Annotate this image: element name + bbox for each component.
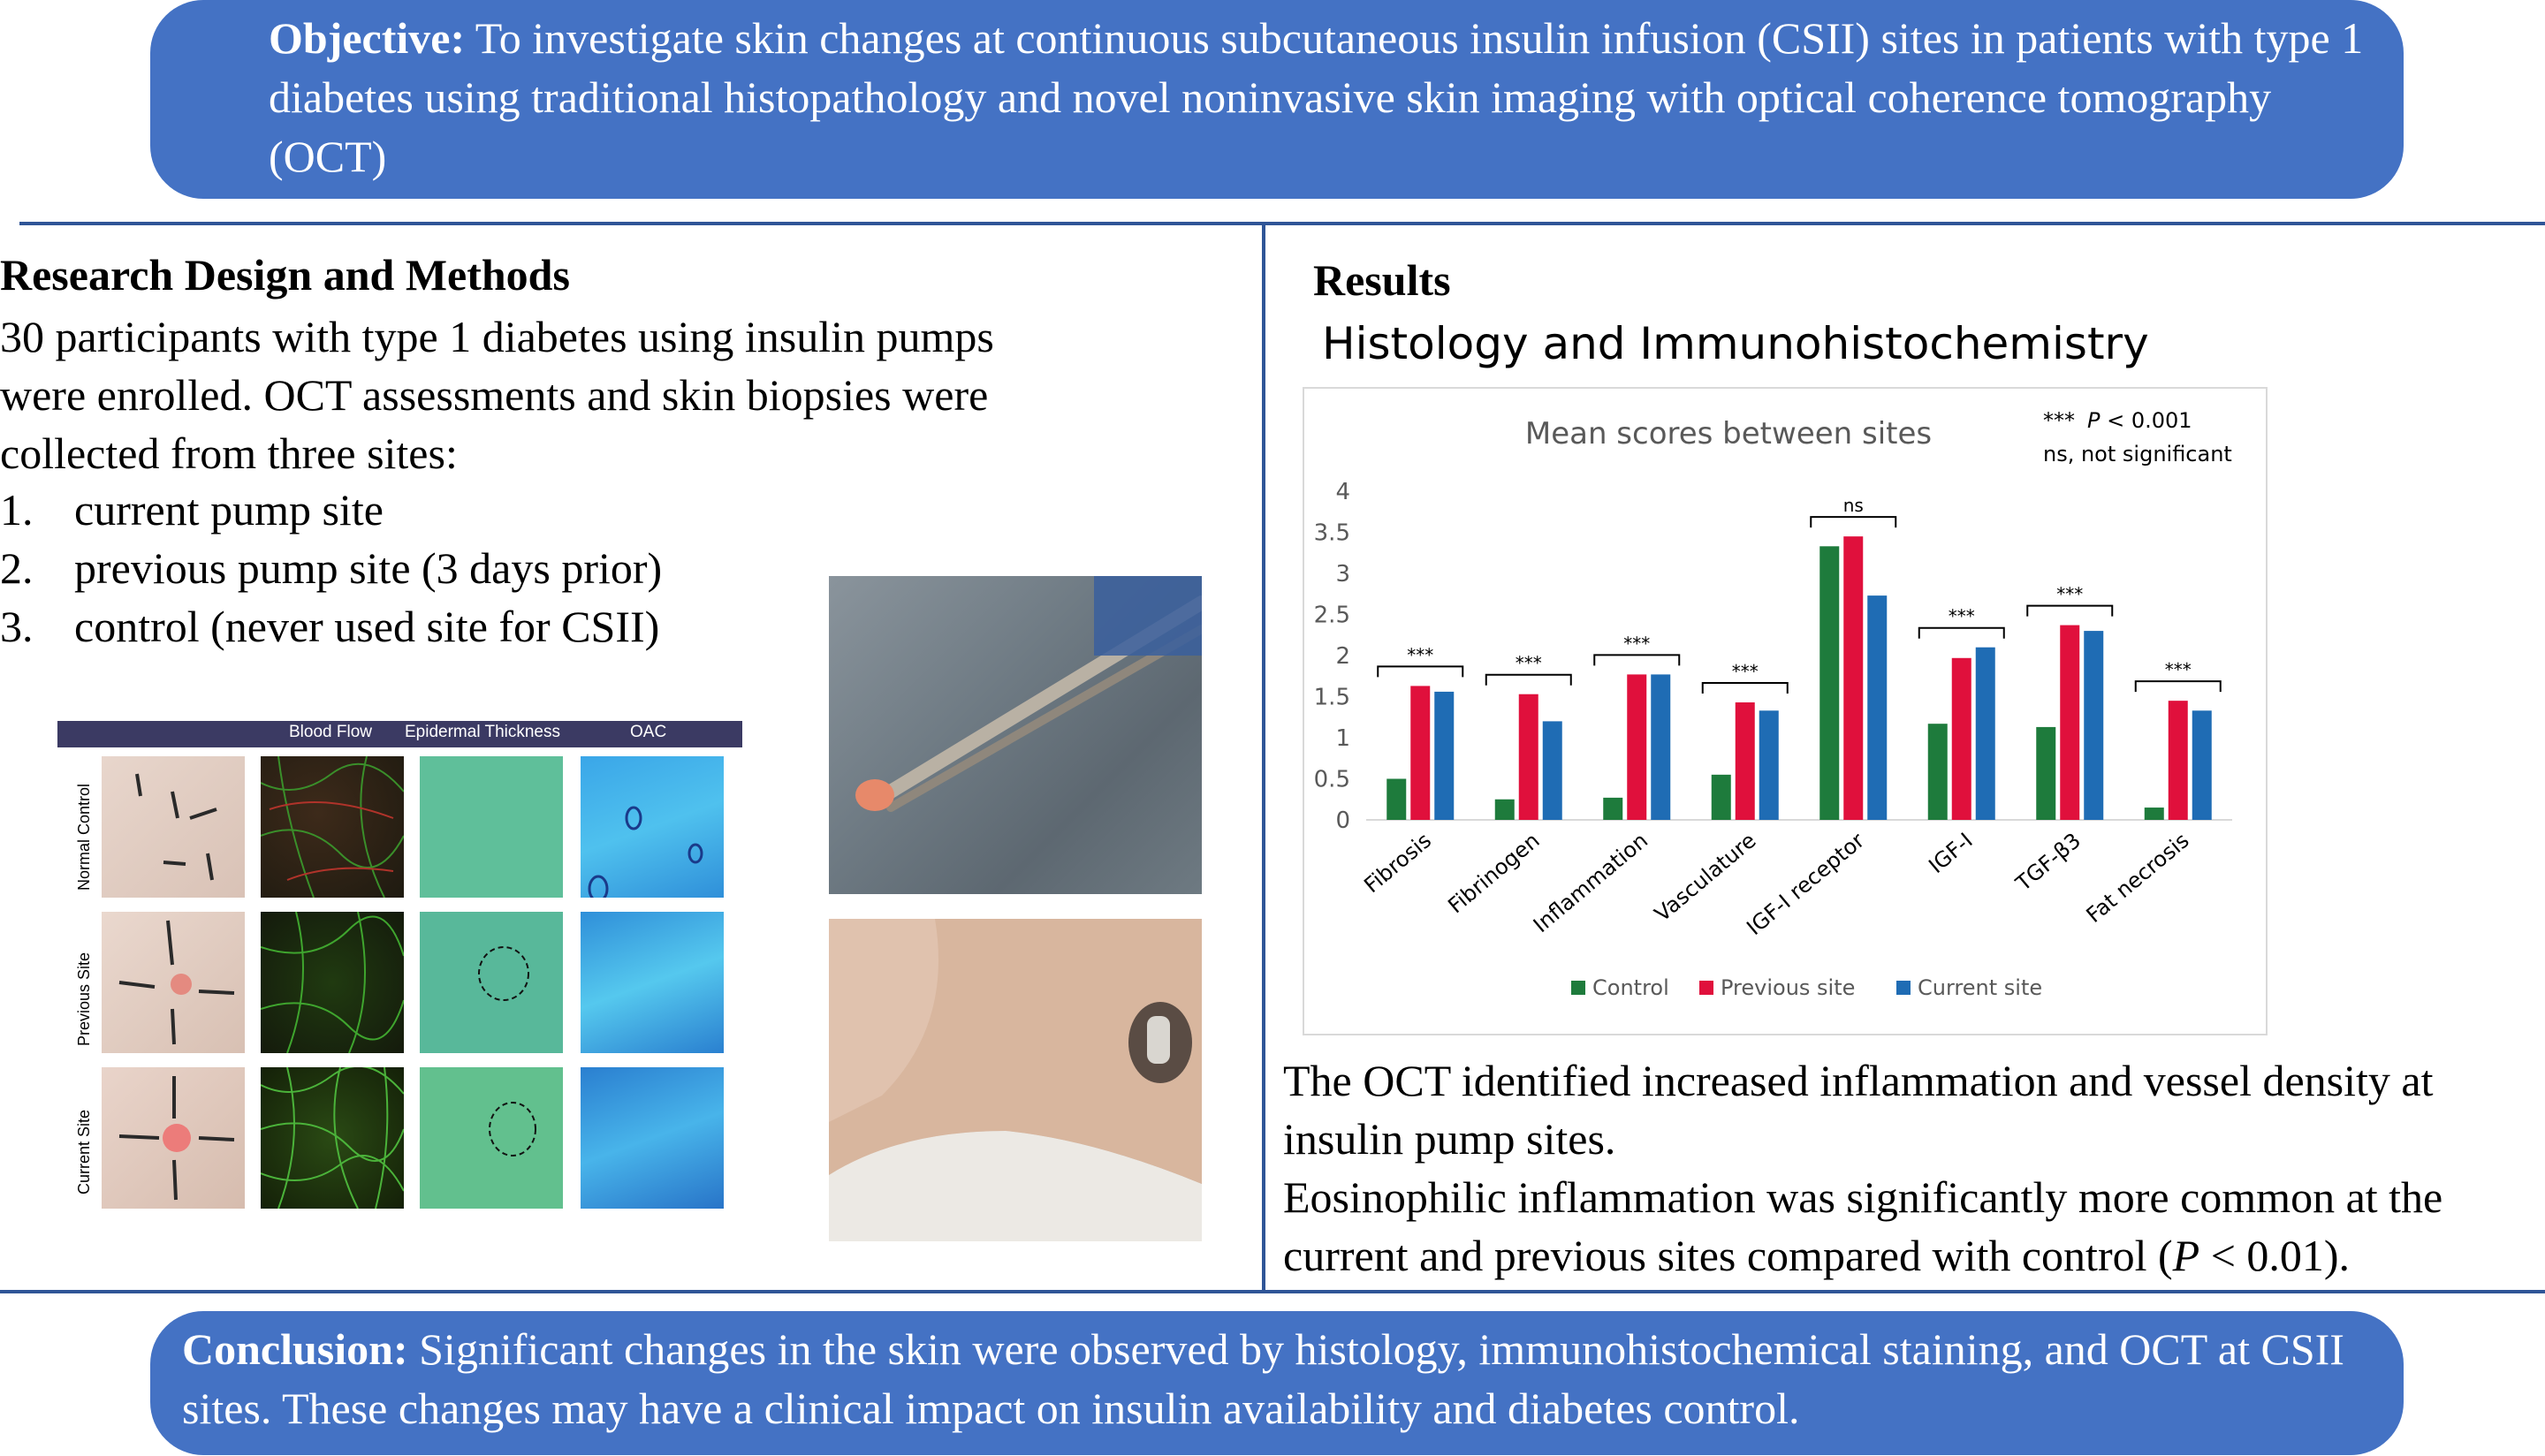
bar — [2060, 626, 2079, 820]
bar — [1952, 658, 1971, 820]
y-tick-label: 0 — [1335, 808, 1350, 834]
bar — [1736, 702, 1755, 820]
thickness-image-control — [420, 756, 563, 898]
category-label: IGF-I receptor — [1742, 828, 1870, 941]
bar — [1928, 724, 1948, 820]
oac-image-previous — [581, 912, 724, 1053]
legend-swatch — [1896, 981, 1911, 995]
oct-row-label: Current Site — [75, 1109, 93, 1194]
list-text: previous pump site (3 days prior) — [74, 543, 663, 593]
p-symbol: P — [2172, 1231, 2200, 1280]
list-text: control (never used site for CSII) — [74, 602, 660, 651]
bar — [1712, 775, 1731, 820]
significance-label: *** — [1515, 652, 1542, 674]
bottom-divider — [0, 1290, 2545, 1293]
legend-swatch — [1571, 981, 1585, 995]
significance-bracket — [1919, 628, 2004, 639]
insulin-pump-site-photo — [829, 919, 1202, 1241]
results-sentence-1: The OCT identified increased inflammation and vessel density at insulin pump sites. — [1283, 1056, 2434, 1164]
y-tick-label: 3 — [1335, 561, 1350, 588]
thickness-image-previous — [420, 912, 563, 1053]
significance-bracket — [1594, 655, 1679, 665]
oct-image-panel — [57, 717, 742, 1212]
oct-row-label: Normal Control — [75, 783, 93, 891]
bar — [1495, 800, 1515, 820]
top-divider — [19, 222, 2545, 225]
oct-row-label: Previous Site — [75, 952, 93, 1046]
objective-body: To investigate skin changes at continuous subcutaneous insulin infusion (CSII) sites in patients with type 1 diabetes using traditional histopathology and novel noninvasive skin imaging with optical coherence tomography (OCT) — [269, 13, 2364, 181]
oac-image-current — [581, 1067, 724, 1209]
bar — [1976, 648, 1995, 820]
category-label: IGF-I — [1924, 828, 1978, 879]
y-tick-label: 1 — [1335, 725, 1350, 752]
significance-bracket — [1378, 666, 1462, 677]
bar — [2036, 727, 2055, 820]
bar — [2192, 710, 2212, 820]
center-divider — [1262, 225, 1265, 1293]
significance-bracket — [1703, 683, 1788, 694]
category-label: TGF-β3 — [2010, 828, 2086, 897]
bar — [1627, 674, 1646, 820]
y-tick-label: 1.5 — [1313, 684, 1350, 711]
methods-body — [0, 307, 1149, 482]
blood-flow-image-previous — [261, 912, 404, 1053]
annotation-stars: *** — [2043, 408, 2075, 433]
biopsy-forceps-photo — [829, 576, 1202, 894]
significance-label: *** — [1948, 605, 1975, 627]
category-label: Fibrinogen — [1443, 828, 1545, 919]
oac-image-control — [581, 756, 724, 898]
significance-bracket — [1486, 675, 1571, 686]
conclusion-body: Significant changes in the skin were observed by histology, immunohistochemical staining, and OCT at CSII sites. These changes may have a clinical impact on insulin availability and diabetes control. — [182, 1324, 2344, 1433]
y-tick-label: 0.5 — [1313, 766, 1350, 793]
list-number: 2. — [0, 543, 34, 593]
list-number: 3. — [0, 602, 34, 651]
results-subtitle: Histology and Immunohistochemistry — [1322, 318, 2149, 369]
significance-label: *** — [1731, 661, 1759, 683]
results-text — [1283, 1051, 2538, 1285]
y-tick-label: 2.5 — [1313, 602, 1350, 629]
bar — [1386, 779, 1406, 821]
bar — [1410, 686, 1430, 820]
conclusion-label: Conclusion: — [182, 1324, 408, 1374]
thickness-image-current — [420, 1067, 563, 1209]
bar — [2145, 808, 2164, 820]
significance-label: ns — [1842, 495, 1864, 517]
skin-photo-previous — [102, 912, 245, 1053]
results-title: Results — [1313, 255, 1451, 305]
category-label: Fat necrosis — [2081, 828, 2194, 929]
bar — [1603, 798, 1622, 820]
blood-flow-image-current — [261, 1067, 404, 1209]
legend-swatch — [1699, 981, 1713, 995]
significance-label: *** — [2056, 583, 2084, 605]
bar — [1759, 710, 1779, 820]
list-text: current pump site — [74, 485, 384, 535]
annotation-p-value: < 0.001 — [2100, 408, 2192, 433]
oct-column-epidermal-thickness: Epidermal Thickness — [405, 723, 561, 741]
significance-label: *** — [1407, 644, 1434, 666]
objective-banner — [150, 0, 2404, 199]
methods-title: Research Design and Methods — [0, 250, 570, 300]
results-sentence-2: Eosinophilic inflammation was significantly more common at the current and previous sites compared with control (P < 0.01). — [1283, 1172, 2443, 1280]
legend-label: Current site — [1918, 975, 2043, 1000]
site-list — [0, 481, 662, 656]
y-tick-label: 4 — [1335, 479, 1350, 505]
significance-bracket — [2027, 606, 2112, 617]
site-list-item — [0, 481, 662, 539]
bar-chart — [1303, 387, 2268, 1035]
skin-photo-current — [102, 1067, 245, 1209]
svg-text:***P < 0.001 — [2043, 408, 2192, 433]
chart-title: Mean scores between sites — [1524, 416, 1933, 451]
site-list-item — [0, 539, 662, 597]
legend-label: Control — [1592, 975, 1669, 1000]
bar — [2084, 631, 2103, 820]
bar — [1819, 546, 1839, 820]
methods-line: collected from three sites: — [0, 428, 458, 478]
bar — [1651, 674, 1670, 820]
site-list-item — [0, 597, 662, 656]
significance-label: *** — [1623, 633, 1651, 655]
oct-column-blood-flow: Blood Flow — [289, 723, 372, 741]
bar — [1519, 694, 1538, 820]
methods-line: 30 participants with type 1 diabetes using insulin pumps — [0, 312, 994, 361]
category-label: Vasculature — [1650, 828, 1761, 927]
list-number: 1. — [0, 485, 34, 535]
category-label: Inflammation — [1528, 828, 1653, 938]
bar — [1843, 536, 1863, 820]
objective-label: Objective: — [269, 13, 466, 63]
oct-column-oac: OAC — [630, 723, 667, 741]
significance-bracket — [1811, 517, 1895, 527]
bar-chart-svg — [1304, 389, 2266, 1034]
y-tick-label: 2 — [1335, 643, 1350, 670]
y-tick-label: 3.5 — [1313, 519, 1350, 547]
bar — [2169, 701, 2188, 820]
skin-photo-control — [102, 756, 245, 898]
annotation-p: P — [2087, 408, 2101, 433]
significance-bracket — [2136, 681, 2221, 692]
methods-line: were enrolled. OCT assessments and skin biopsies were — [0, 370, 989, 420]
bar — [1543, 721, 1562, 820]
legend-label: Previous site — [1721, 975, 1856, 1000]
conclusion-banner — [150, 1311, 2404, 1455]
bar — [1434, 692, 1454, 820]
bar — [1867, 595, 1887, 820]
blood-flow-image-control — [261, 756, 404, 898]
objective-text — [269, 9, 2372, 186]
significance-label: *** — [2164, 659, 2192, 681]
category-label: Fibrosis — [1359, 828, 1437, 899]
conclusion-text — [182, 1320, 2374, 1438]
annotation-ns: ns, not significant — [2043, 442, 2232, 466]
